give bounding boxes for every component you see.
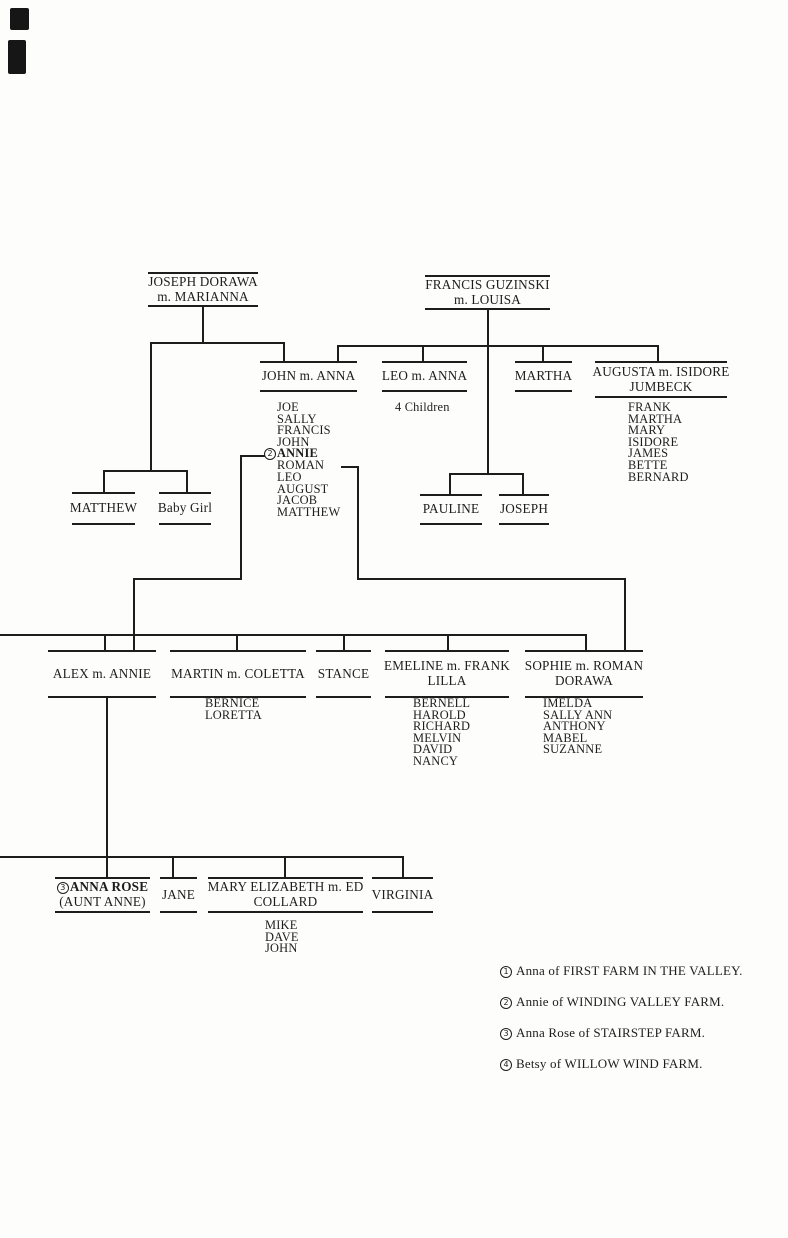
- name-text: BETTE: [628, 457, 668, 472]
- person-box-joseph: [499, 494, 549, 525]
- person-box-augusta-jumbeck: [592, 361, 730, 398]
- person-box-line: [454, 293, 521, 308]
- person-box-alex-annie: [48, 650, 156, 698]
- list-entry: [265, 943, 299, 955]
- circled-number-1: 1: [500, 966, 512, 978]
- list-entry: [413, 753, 470, 768]
- children-list-martin-children: [205, 698, 262, 721]
- name-text: ISIDORE: [628, 434, 679, 449]
- name-text: ANTHONY: [543, 719, 606, 734]
- name-text: Anna Rose of STAIRSTEP FARM.: [516, 1025, 706, 1040]
- name-text: JOHN m. ANNA: [261, 368, 356, 384]
- line-joseph-jr-drop: [522, 473, 524, 496]
- circled-number-4: 4: [500, 1059, 512, 1071]
- name-text: JOSEPH DORAWA: [148, 273, 258, 289]
- name-text: Anna of FIRST FARM IN THE VALLEY.: [516, 963, 743, 978]
- children-list-emeline-children: [413, 698, 470, 768]
- name-text: FRANCIS: [277, 423, 331, 438]
- circled-number-2: 2: [264, 448, 276, 460]
- name-text: SALLY ANN: [543, 707, 613, 722]
- line-annie-hook: [240, 455, 265, 457]
- name-text: JAMES: [628, 446, 669, 461]
- name-text: SALLY: [277, 411, 317, 426]
- children-list-john-anna-children: [267, 400, 341, 519]
- name-text: PAULINE: [422, 501, 480, 517]
- name-text: LEO m. ANNA: [381, 368, 468, 384]
- name-text: BERNELL: [413, 696, 471, 710]
- name-text: MARY: [628, 423, 666, 438]
- name-text: VIRGINIA: [371, 886, 434, 902]
- name-text: MATTHEW: [277, 504, 341, 519]
- person-box-martin-coletta: [170, 650, 306, 698]
- line-francis-children-bar: [337, 345, 659, 347]
- name-text: LORETTA: [205, 707, 262, 722]
- person-box-line: [157, 290, 249, 305]
- person-box-francis-guzinski: [425, 275, 550, 310]
- name-text: HAROLD: [413, 707, 466, 722]
- name-text: AUGUST: [277, 481, 329, 496]
- name-text: MELVIN: [413, 730, 462, 745]
- person-box-line: [555, 674, 613, 689]
- person-box-line: [53, 667, 151, 682]
- name-text: JOHN: [277, 434, 310, 449]
- name-text: MABEL: [543, 730, 588, 745]
- scan-mark-bottom: [8, 40, 26, 74]
- person-box-line: [423, 502, 480, 517]
- name-text: MARTIN m. COLETTA: [171, 665, 305, 681]
- line-pauline-drop: [449, 473, 451, 496]
- circled-number-2: 2: [500, 997, 512, 1009]
- line-roman-to-sophie-drop: [624, 578, 626, 652]
- name-text: JACOB: [277, 493, 318, 508]
- person-box-line: [57, 880, 148, 895]
- footnote-item-3: [500, 1025, 743, 1040]
- name-text: BERNICE: [205, 696, 260, 710]
- name-text: m. MARIANNA: [157, 288, 249, 304]
- name-text: m. LOUISA: [453, 291, 521, 307]
- name-text: JOE: [277, 400, 299, 414]
- name-text: ROMAN: [277, 458, 325, 473]
- name-text: DAVID: [413, 742, 453, 757]
- line-jane-drop: [172, 856, 174, 879]
- line-gen2-sibling-bar: [0, 634, 587, 636]
- name-text: AUGUSTA m. ISIDORE: [592, 363, 730, 379]
- name-text: (AUNT ANNE): [59, 894, 146, 909]
- name-text: FRANK: [628, 400, 671, 414]
- name-text: COLLARD: [253, 894, 318, 909]
- line-annie-bar: [133, 578, 242, 580]
- line-alex-descendants-stem: [106, 698, 108, 879]
- person-box-line: [525, 659, 643, 674]
- person-box-line: [70, 501, 137, 516]
- footnote-item-2: [500, 994, 743, 1009]
- line-baby-girl-drop: [186, 470, 188, 494]
- line-virginia-drop: [402, 856, 404, 879]
- name-text: Baby Girl: [157, 500, 213, 516]
- farm-footnotes: [500, 963, 743, 1087]
- name-text: JOHN: [265, 941, 298, 956]
- person-box-leo-anna: [382, 361, 467, 392]
- person-box-line: [158, 501, 212, 516]
- person-box-baby-girl: [159, 492, 211, 525]
- person-box-line: [372, 888, 434, 903]
- name-text: SOPHIE m. ROMAN: [524, 658, 644, 674]
- children-list-leo-anna-children: [395, 402, 450, 414]
- person-box-line: [427, 674, 466, 689]
- name-text: BERNARD: [628, 469, 689, 484]
- name-text: EMELINE m. FRANK: [384, 658, 510, 674]
- line-annie-stem: [240, 455, 242, 580]
- person-box-sophie-dorawa: [525, 650, 643, 698]
- line-matthew-babygirl-bar: [103, 470, 188, 472]
- name-text: Annie of WINDING VALLEY FARM.: [516, 994, 725, 1009]
- person-box-line: [500, 502, 548, 517]
- line-gen3-sibling-bar: [0, 856, 404, 858]
- person-box-emeline-lilla: [385, 650, 509, 698]
- line-joseph-to-matthew-drop: [150, 342, 152, 472]
- children-list-sophie-children: [543, 698, 612, 756]
- person-box-line: [254, 895, 318, 910]
- name-text: ALEX m. ANNIE: [52, 665, 152, 681]
- list-entry: [395, 402, 450, 414]
- person-box-line: [425, 278, 549, 293]
- line-mary-elizabeth-drop: [284, 856, 286, 879]
- name-text: STANCE: [317, 665, 370, 681]
- list-entry: [205, 707, 262, 722]
- name-text: LEO: [277, 469, 302, 484]
- name-text: SUZANNE: [543, 742, 603, 757]
- person-box-line: [59, 895, 146, 910]
- person-box-line: [630, 380, 693, 395]
- person-box-joseph-dorawa: [148, 272, 258, 307]
- name-text: DAVE: [265, 929, 299, 944]
- name-text: Betsy of WILLOW WIND FARM.: [516, 1056, 703, 1071]
- name-text: ANNIE: [277, 446, 318, 461]
- name-text: JANE: [161, 886, 196, 902]
- person-box-jane: [160, 877, 197, 913]
- name-text: MIKE: [265, 918, 298, 932]
- name-text: FRANCIS GUZINSKI: [425, 276, 550, 292]
- person-box-martha: [515, 361, 572, 392]
- person-box-line: [208, 880, 364, 895]
- line-matthew-drop: [103, 470, 105, 494]
- footnote-item-1: [500, 963, 743, 978]
- person-box-line: [593, 365, 730, 380]
- list-entry: [628, 469, 689, 484]
- person-box-line: [148, 275, 258, 290]
- person-box-line: [384, 659, 510, 674]
- name-text: LILLA: [427, 673, 467, 688]
- children-list-mary-elizabeth-children: [265, 920, 299, 955]
- circled-number-3: 3: [57, 882, 69, 894]
- children-list-augusta-children: [628, 402, 689, 483]
- name-text: RICHARD: [413, 719, 471, 734]
- line-francis-stem: [487, 308, 489, 475]
- line-roman-bar: [357, 578, 626, 580]
- person-box-line: [162, 888, 195, 903]
- name-text: ANNA ROSE: [69, 879, 149, 895]
- name-text: JOSEPH: [499, 501, 549, 517]
- person-box-line: [171, 667, 305, 682]
- name-text: NANCY: [413, 753, 459, 768]
- list-entry: [277, 504, 341, 519]
- person-box-line: [515, 369, 573, 384]
- person-box-line: [262, 369, 356, 384]
- footnote-item-4: [500, 1056, 743, 1071]
- name-text: MARY ELIZABETH m. ED: [207, 879, 364, 895]
- name-text: MARTHA: [514, 368, 573, 384]
- line-john-drop-dorawa: [283, 342, 285, 363]
- list-entry: [543, 744, 612, 756]
- line-annie-to-alex-drop: [133, 578, 135, 652]
- person-box-virginia: [372, 877, 433, 913]
- name-text: MATTHEW: [69, 500, 138, 516]
- person-box-mary-elizabeth-collard: [208, 877, 363, 913]
- scan-mark-top: [10, 8, 29, 30]
- name-text: DORAWA: [554, 673, 614, 688]
- person-box-john-anna: [260, 361, 357, 392]
- person-box-stance: [316, 650, 371, 698]
- line-pauline-joseph-bar: [449, 473, 524, 475]
- person-box-matthew: [69, 492, 138, 525]
- line-joseph-children-bar: [150, 342, 285, 344]
- line-roman-stem: [357, 466, 359, 580]
- person-box-anna-rose: [55, 877, 150, 913]
- name-text: 4 Children: [395, 400, 450, 414]
- line-joseph-stub: [202, 305, 204, 344]
- person-box-line: [382, 369, 467, 384]
- person-box-pauline: [420, 494, 482, 525]
- name-text: MARTHA: [628, 411, 683, 426]
- name-text: IMELDA: [543, 696, 593, 710]
- person-box-line: [318, 667, 369, 682]
- name-text: JUMBECK: [629, 378, 693, 394]
- circled-number-3: 3: [500, 1028, 512, 1040]
